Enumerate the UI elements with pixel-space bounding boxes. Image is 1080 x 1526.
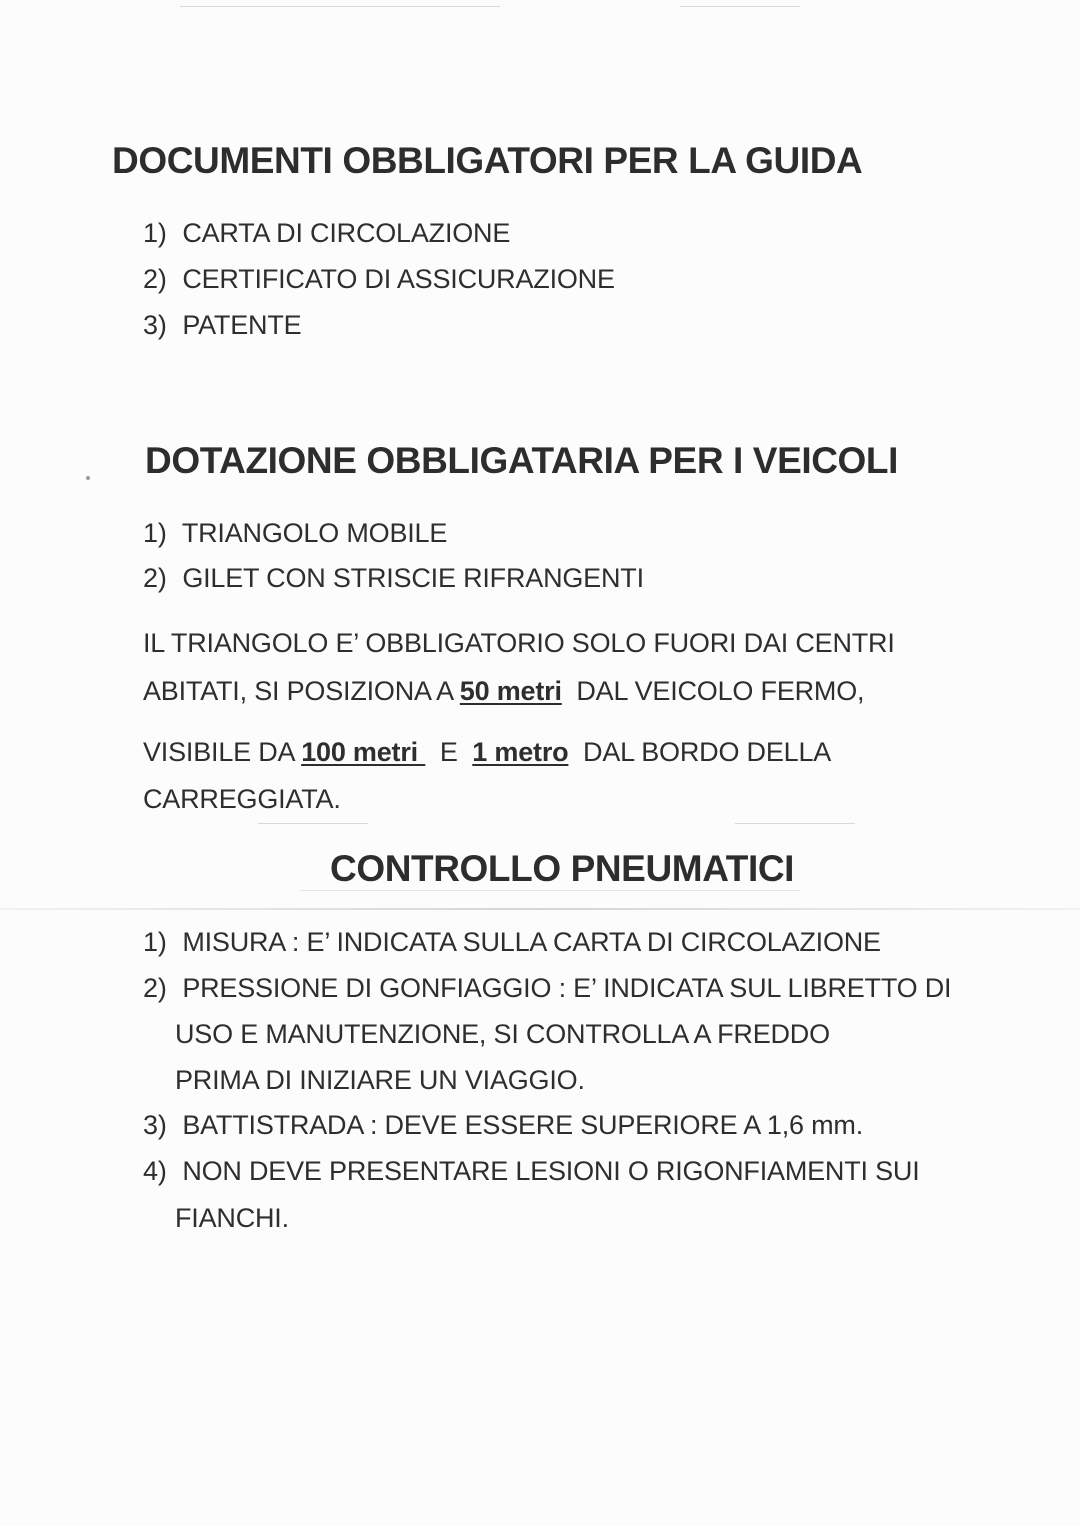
section-title-documents: DOCUMENTI OBBLIGATORI PER LA GUIDA bbox=[112, 140, 863, 181]
list-text: TRIANGOLO MOBILE bbox=[181, 518, 448, 548]
list-item bbox=[143, 218, 510, 249]
list-number: 1) bbox=[143, 927, 167, 957]
list-text: PATENTE bbox=[182, 310, 302, 340]
list-item bbox=[143, 1156, 920, 1187]
list-number: 3) bbox=[143, 310, 167, 340]
list-item bbox=[143, 518, 447, 549]
paragraph-line bbox=[143, 676, 864, 707]
list-item bbox=[143, 264, 615, 295]
scan-artifact bbox=[735, 823, 855, 824]
list-text: CERTIFICATO DI ASSICURAZIONE bbox=[182, 264, 615, 294]
list-item bbox=[143, 310, 301, 341]
list-text: MISURA : E’ INDICATA SULLA CARTA DI CIRCOLAZIONE bbox=[182, 927, 881, 957]
list-text: CARTA DI CIRCOLAZIONE bbox=[182, 218, 511, 248]
list-number: 1) bbox=[143, 218, 167, 248]
text: VISIBILE DA bbox=[143, 737, 302, 767]
list-item bbox=[143, 563, 644, 594]
list-item bbox=[143, 927, 881, 958]
list-number: 4) bbox=[143, 1156, 167, 1186]
list-text: GILET CON STRISCIE RIFRANGENTI bbox=[182, 563, 644, 593]
list-text-continuation: PRIMA DI INIZIARE UN VIAGGIO. bbox=[175, 1065, 585, 1095]
paragraph-line: IL TRIANGOLO E’ OBBLIGATORIO SOLO FUORI DAI CENTRI bbox=[143, 628, 895, 658]
distance-visible: 100 metri bbox=[301, 737, 426, 767]
paragraph-line: CARREGGIATA. bbox=[143, 784, 341, 814]
list-item bbox=[143, 1110, 863, 1141]
scan-artifact bbox=[258, 823, 368, 824]
list-item bbox=[143, 973, 951, 1004]
text: DAL VEICOLO FERMO, bbox=[561, 676, 865, 706]
section-title-equipment: DOTAZIONE OBBLIGATARIA PER I VEICOLI bbox=[145, 440, 899, 481]
scan-artifact bbox=[680, 6, 800, 7]
distance-triangle: 50 metri bbox=[459, 676, 562, 706]
distance-edge: 1 metro bbox=[472, 737, 569, 767]
list-number: 2) bbox=[143, 563, 167, 593]
list-text: NON DEVE PRESENTARE LESIONI O RIGONFIAMENTI SUI bbox=[182, 1156, 920, 1186]
list-number: 3) bbox=[143, 1110, 167, 1140]
text: E bbox=[425, 737, 473, 767]
paragraph-line bbox=[143, 737, 831, 768]
list-text-continuation: USO E MANUTENZIONE, SI CONTROLLA A FREDDO bbox=[175, 1019, 830, 1049]
page-fold-line bbox=[0, 908, 1080, 910]
list-number: 2) bbox=[143, 264, 167, 294]
text: DAL BORDO DELLA bbox=[568, 737, 832, 767]
scan-artifact bbox=[300, 890, 800, 891]
list-number: 1) bbox=[143, 518, 167, 548]
scan-artifact bbox=[180, 6, 500, 7]
list-number: 2) bbox=[143, 973, 167, 1003]
scan-speck bbox=[86, 476, 90, 480]
list-text: PRESSIONE DI GONFIAGGIO : E’ INDICATA SUL LIBRETTO DI bbox=[182, 973, 952, 1003]
list-text: BATTISTRADA : DEVE ESSERE SUPERIORE A 1,6 mm. bbox=[182, 1110, 863, 1140]
list-text-continuation: FIANCHI. bbox=[175, 1203, 289, 1233]
text: ABITATI, SI POSIZIONA A bbox=[143, 676, 460, 706]
section-title-tyres: CONTROLLO PNEUMATICI bbox=[330, 848, 795, 889]
